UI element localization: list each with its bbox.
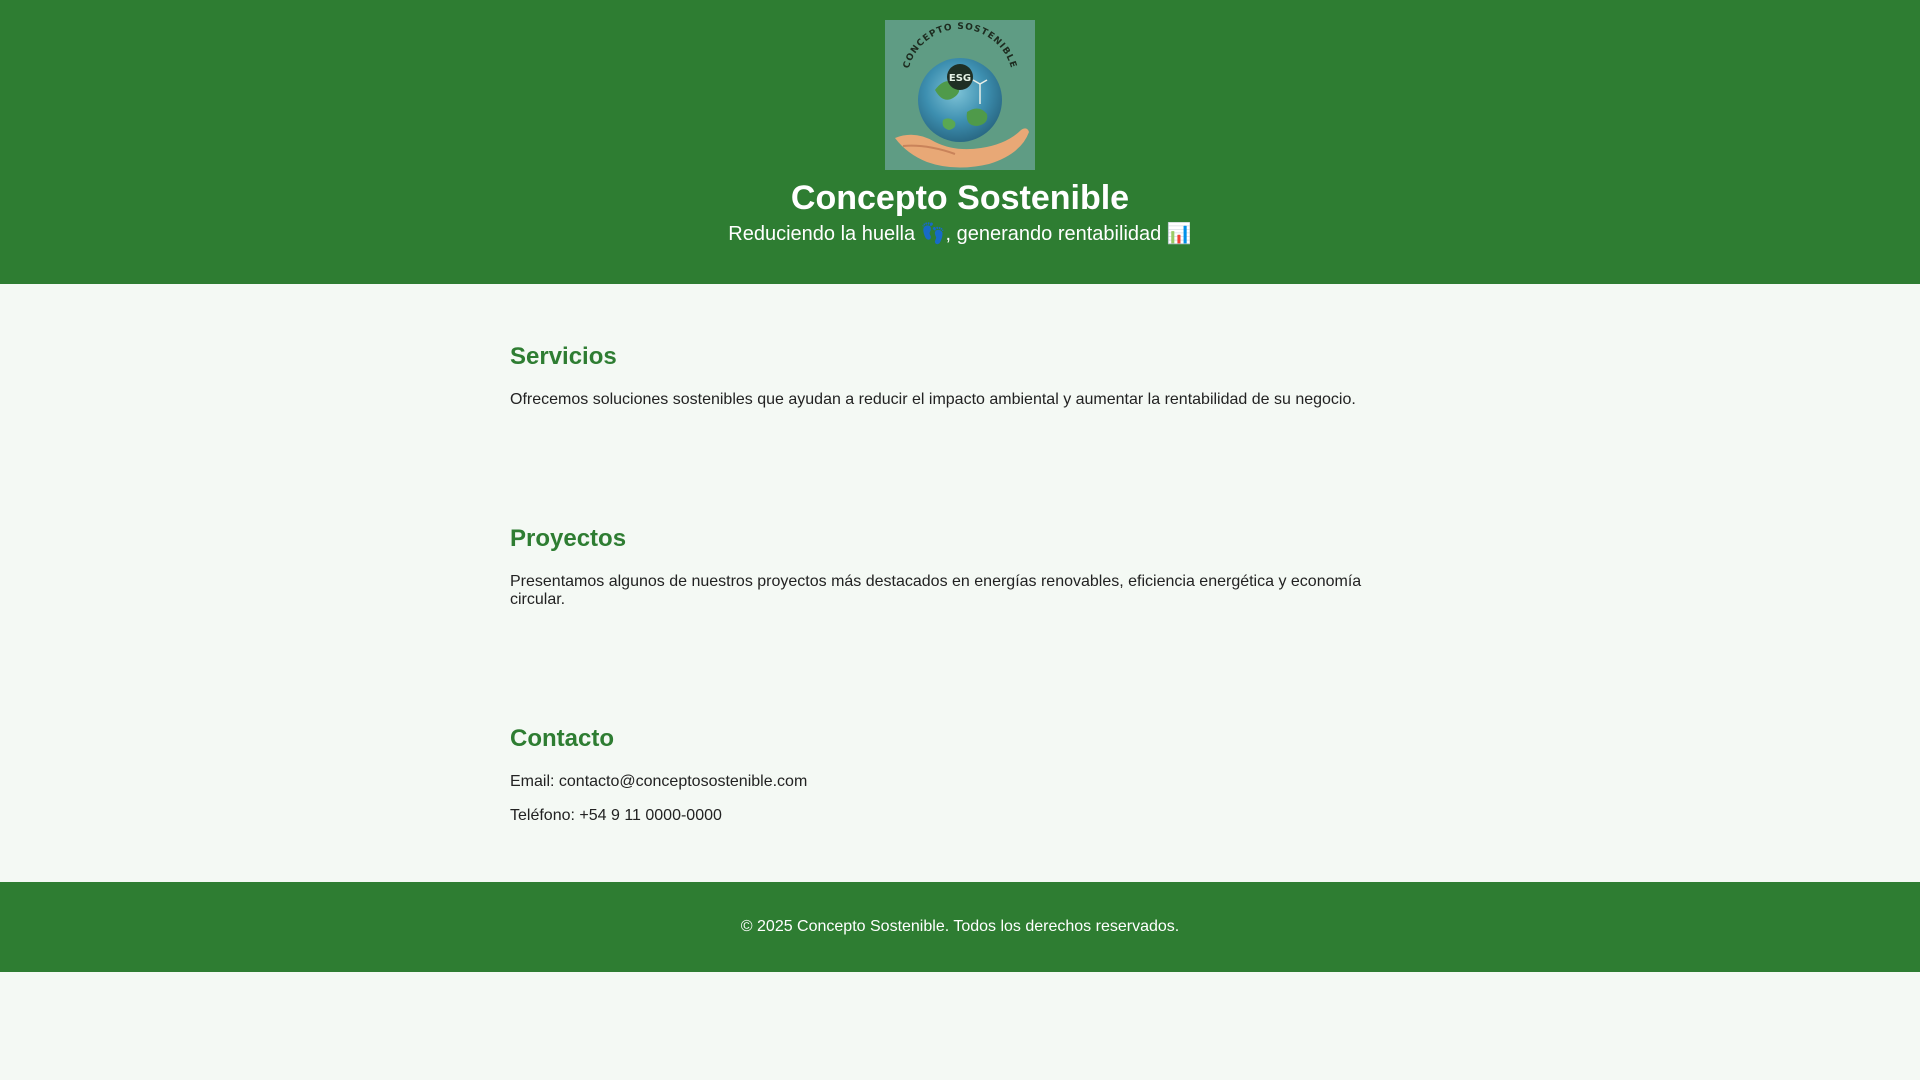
logo-arc-text: CONCEPTO SOSTENIBLE (901, 21, 1019, 70)
section-title-servicios: Servicios (510, 343, 617, 370)
site-tagline: Reduciendo la huella 👣, generando rentabilidad 📊 (728, 223, 1192, 245)
contact-email: Email: contacto@conceptosostenible.com (510, 773, 808, 790)
footer-copyright: © 2025 Concepto Sostenible. Todos los derechos reservados. (740, 918, 1180, 935)
site-footer (0, 882, 1920, 972)
main-content (510, 284, 1370, 824)
logo-badge: ESG (948, 73, 972, 84)
contact-phone: Teléfono: +54 9 11 0000-0000 (510, 807, 722, 824)
section-title-contacto: Contacto (510, 725, 614, 752)
section-title-proyectos: Proyectos (510, 525, 627, 552)
logo-globe-hand-icon (885, 20, 1035, 170)
section-text-servicios: Ofrecemos soluciones sostenibles que ayudan a reducir el impacto ambiental y aumentar la rentabilidad de su negocio. (510, 391, 1356, 408)
site-header (0, 0, 1920, 284)
site-title: Concepto Sostenible (790, 179, 1130, 217)
logo (885, 20, 1035, 170)
section-text-proyectos: Presentamos algunos de nuestros proyectos más destacados en energías renovables, eficiencia energética y economía circular. (510, 573, 1362, 608)
